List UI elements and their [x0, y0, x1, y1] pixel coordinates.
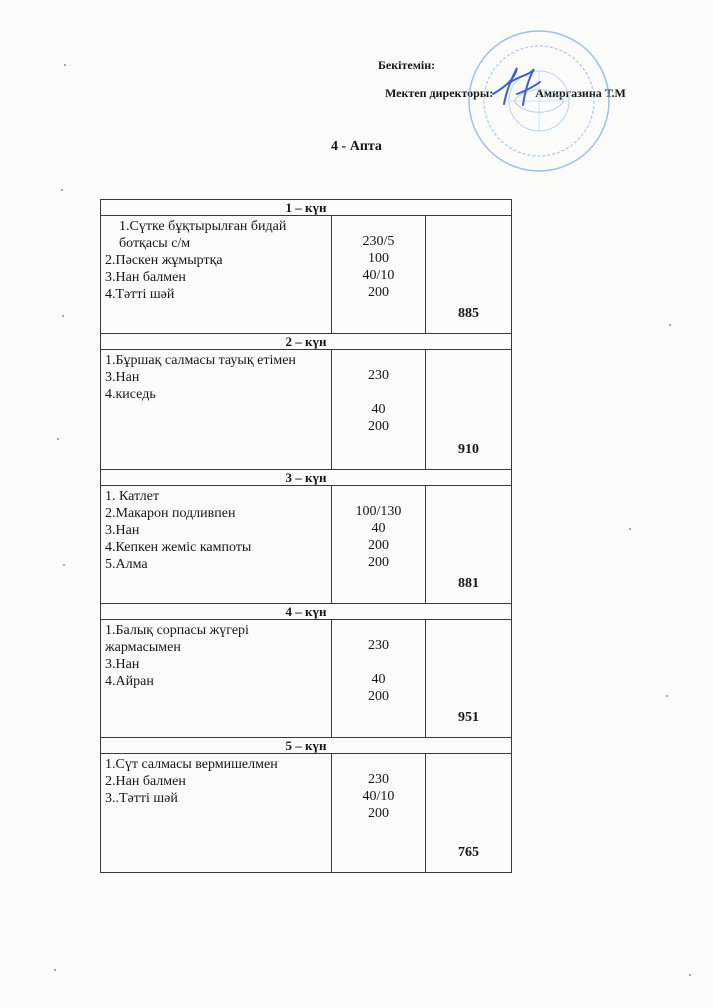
day-3-header-row [101, 470, 512, 486]
day-4-amount-3: 40 [371, 672, 386, 687]
day-1-item-4: 4.Тәтті шәй [105, 287, 175, 302]
day-3-amount-4: 200 [368, 555, 389, 570]
day-4-title: 4 – күн [101, 604, 512, 620]
day-1-amount-1: 230/5 [362, 234, 395, 249]
day-5-item-2: 2.Нан балмен [105, 774, 186, 789]
day-2-header-row [101, 334, 512, 350]
scan-speck [54, 969, 56, 971]
day-4-amount-2 [332, 654, 425, 671]
approve-label: Бекітемін: [378, 58, 436, 72]
day-2-item-3: 4.киседь [105, 387, 156, 402]
day-2-item-2: 3.Нан [105, 370, 140, 385]
day-3-item-5: 5.Алма [105, 557, 148, 572]
day-4-items [101, 620, 332, 738]
day-5-amount-2: 40/10 [362, 789, 395, 804]
day-5-amount-3: 200 [368, 806, 389, 821]
day-2-items [101, 350, 332, 470]
day-4-row [101, 620, 512, 738]
day-2-row [101, 350, 512, 470]
day-1-amount-3: 40/10 [362, 268, 395, 283]
day-3-item-1: 1. Катлет [105, 489, 160, 504]
day-4-amounts [332, 620, 426, 738]
day-1-amount-2: 100 [368, 251, 389, 266]
scan-speck [57, 438, 59, 440]
day-2-kcal: 910 [426, 350, 512, 470]
scan-speck [669, 324, 671, 326]
day-1-amounts [332, 216, 426, 334]
day-5-row [101, 754, 512, 873]
day-4-amount-4: 200 [368, 689, 389, 704]
scan-speck [689, 974, 691, 976]
day-3-item-2: 2.Макарон подливпен [105, 506, 236, 521]
day-2-amounts [332, 350, 426, 470]
day-3-kcal: 881 [426, 486, 512, 604]
day-1-items [101, 216, 332, 334]
menu-table [100, 199, 512, 873]
day-2-amount-3: 40 [371, 402, 386, 417]
day-3-items [101, 486, 332, 604]
day-4-amount-1: 230 [368, 638, 389, 653]
day-5-item-1: 1.Сүт салмасы вермишелмен [105, 757, 278, 772]
scan-speck [64, 64, 66, 66]
day-2-amount-2 [332, 384, 425, 401]
day-5-item-3: 3..Тәтті шәй [105, 791, 178, 806]
director-name: Амиргазина Т.М [535, 86, 626, 100]
day-1-item-2: 2.Пәскен жұмыртқа [105, 253, 223, 268]
scan-speck [666, 695, 668, 697]
day-2-title: 2 – күн [101, 334, 512, 350]
day-1-amount-4: 200 [368, 285, 389, 300]
day-4-item-2: 3.Нан [105, 657, 140, 672]
scan-speck [62, 315, 64, 317]
day-2-amount-4: 200 [368, 419, 389, 434]
day-5-items [101, 754, 332, 873]
day-3-amount-1: 100/130 [355, 504, 402, 519]
scan-speck [63, 564, 65, 566]
day-3-item-4: 4.Кепкен жеміс кампоты [105, 540, 252, 555]
day-5-kcal: 765 [426, 754, 512, 873]
day-1-kcal: 885 [426, 216, 512, 334]
day-4-item-1: 1.Балық сорпасы жүгері жармасымен [105, 623, 249, 655]
day-2-item-1: 1.Бұршақ салмасы тауық етімен [105, 353, 296, 368]
day-3-amounts [332, 486, 426, 604]
day-3-row [101, 486, 512, 604]
day-4-kcal: 951 [426, 620, 512, 738]
day-4-header-row [101, 604, 512, 620]
week-title: 4 - Апта [331, 139, 382, 154]
day-3-title: 3 – күн [101, 470, 512, 486]
day-1-header-row [101, 200, 512, 216]
scan-speck [629, 528, 631, 530]
day-1-item-3: 3.Нан балмен [105, 270, 186, 285]
scan-speck [61, 189, 63, 191]
day-3-item-3: 3.Нан [105, 523, 140, 538]
day-2-amount-1: 230 [368, 368, 389, 383]
day-5-header-row [101, 738, 512, 754]
day-1-row [101, 216, 512, 334]
director-label: Мектеп директоры: [385, 86, 494, 100]
day-1-item-1: 1.Сүтке бұқтырылған бидай ботқасы с/м [119, 219, 287, 251]
day-4-item-3: 4.Айран [105, 674, 154, 689]
day-3-amount-2: 40 [371, 521, 386, 536]
day-5-amount-1: 230 [368, 772, 389, 787]
director-signature-icon [488, 64, 543, 108]
day-5-title: 5 – күн [101, 738, 512, 754]
day-3-amount-3: 200 [368, 538, 389, 553]
day-5-amounts [332, 754, 426, 873]
day-1-title: 1 – күн [101, 200, 512, 216]
